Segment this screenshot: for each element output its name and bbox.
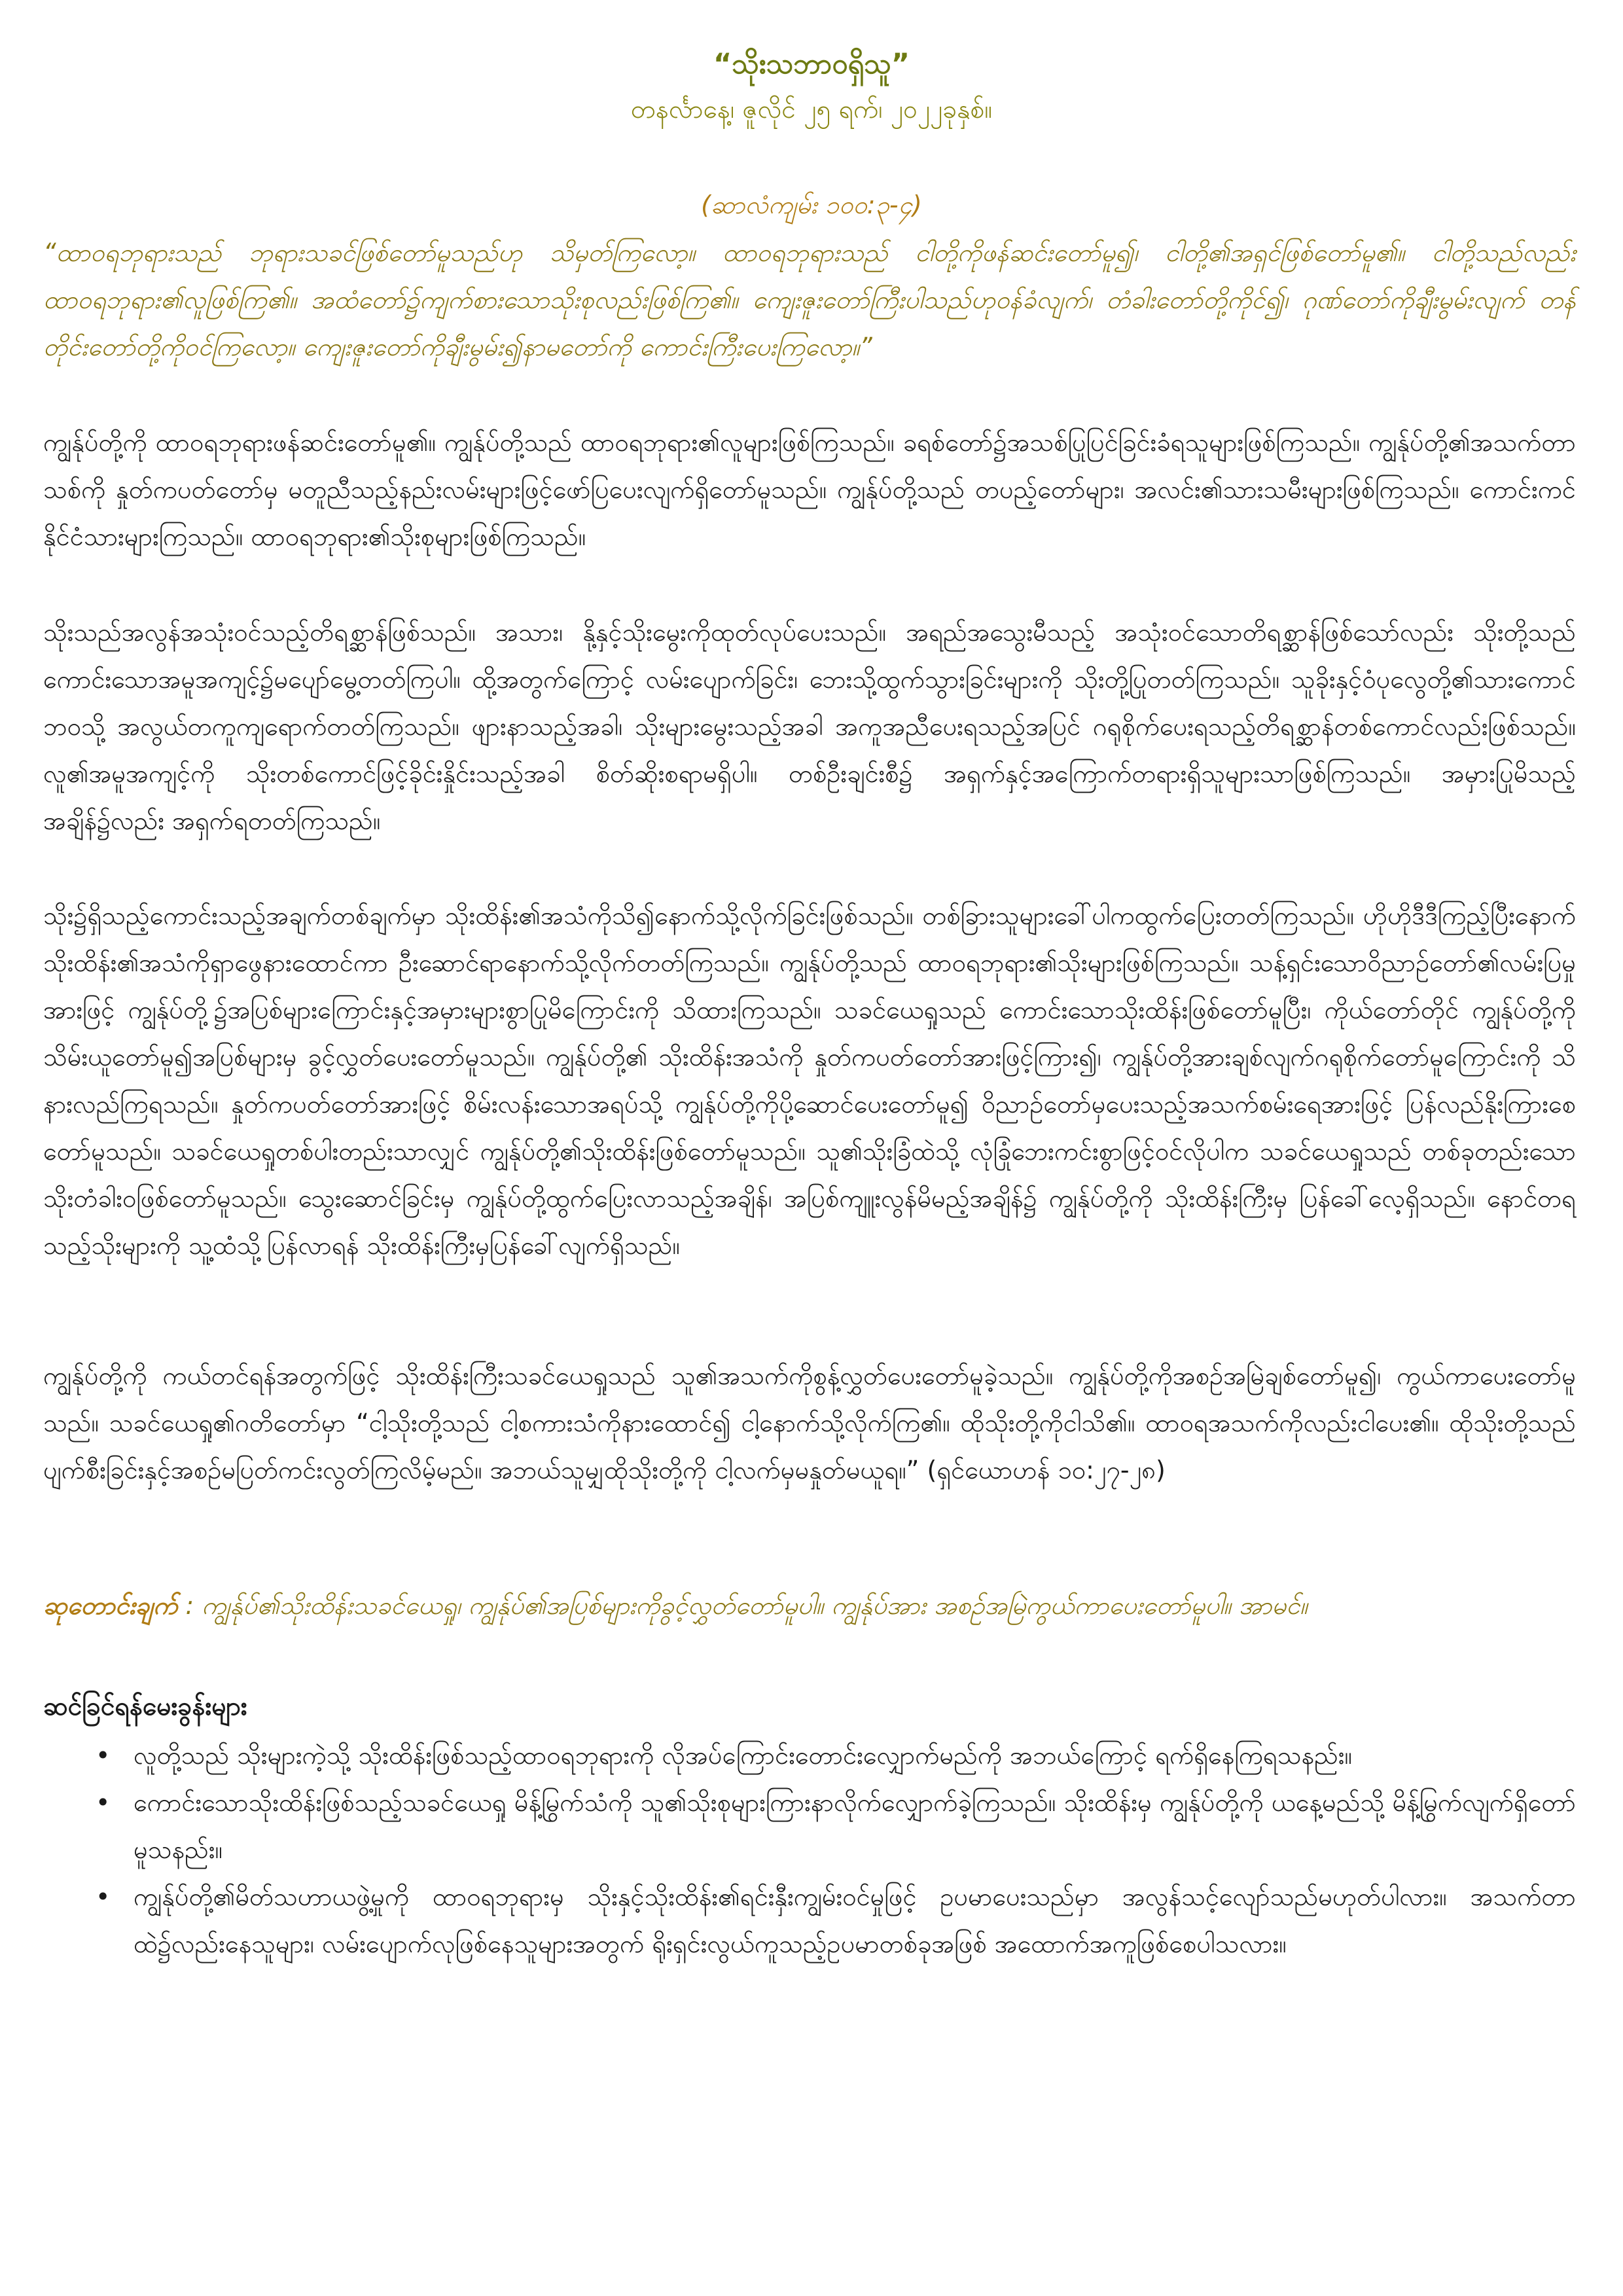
question-item — [43, 1873, 1576, 1967]
question-text: လူတို့သည် သိုးများကဲ့သို့ သိုးထိန်းဖြစ်သည့်ထာဝရဘုရားကို လိုအပ်ကြောင်းတောင်းလျှောက်မည်ကို အဘယ်ကြောင့် ရက်ရှိနေကြရသနည်း။ — [134, 1741, 1353, 1770]
question-text: ကျွန်ုပ်တို့၏မိတ်သဟာယဖွဲ့မှုကို ထာဝရဘုရားမှ သိုးနှင့်သိုးထိန်း၏ရင်းနှီးကျွမ်းဝင်မှုဖြင့် ဥပမာပေးသည်မှာ အလွန်သင့်လျော်သည်မဟုတ်ပါလား။ အသက်တာထဲ၌လည်းနေသူများ၊ လမ်းပျောက်လုဖြစ်နေသူများအတွက် ရိုးရှင်းလွယ်ကူသည့်ဥပမာတစ်ခုအဖြစ် အထောက်အကူဖြစ်စေပါသလား။ — [134, 1882, 1576, 1958]
question-item — [43, 1732, 1576, 1779]
question-item — [43, 1779, 1576, 1873]
page-date: တနင်္လာနေ့၊ ဇူလိုင် ၂၅ ရက်၊ ၂၀၂၂ခုနှစ်။ — [630, 95, 993, 124]
prayer — [43, 1582, 1576, 1629]
question-text: ကောင်းသောသိုးထိန်းဖြစ်သည့်သခင်ယေရှု မိန့်မြွက်သံကို သူ၏သိုးစုများကြားနာလိုက်လျှောက်ခဲ့ကြသည်။ သိုးထိန်းမှ ကျွန်ုပ်တို့ကို ယနေ့မည်သို့ မိန့်မြွက်လျက်ရှိတော်မူသနည်း။ — [134, 1788, 1576, 1864]
prayer-label: ဆုတောင်းချက် — [43, 1591, 178, 1620]
verse-reference: (ဆာလံကျမ်း ၁၀၀:၃-၄) — [701, 190, 922, 219]
bullet-icon: • — [96, 1741, 111, 1770]
bullet-icon: • — [96, 1882, 111, 1911]
body-paragraph-4: ကျွန်ုပ်တို့ကို ကယ်တင်ရန်အတွက်ဖြင့် သိုးထိန်းကြီးသခင်ယေရှုသည် သူ၏အသက်ကိုစွန့်လွှတ်ပေးတော်မူခဲ့သည်။ ကျွန်ုပ်တို့ကိုအစဉ်အမြဲချစ်တော်မူ၍၊ ကွယ်ကာပေးတော်မူသည်။ သခင်ယေရှု၏ဂတိတော်မှာ “ငါ့သိုးတို့သည် ငါ့စကားသံကိုနားထောင်၍ ငါ့နောက်သို့လိုက်ကြ၏။ ထိုသိုးတို့ကိုငါသိ၏။ ထာဝရအသက်ကိုလည်းငါပေး၏။ ထိုသိုးတို့သည် ပျက်စီးခြင်းနှင့်အစဉ်မပြတ်ကင်းလွတ်ကြလိမ့်မည်။ အဘယ်သူမျှထိုသိုးတို့ကို ငါ့လက်မှမနှုတ်မယူရ။” (ရှင်ယောဟန် ၁၀:၂၇-၂၈) — [43, 1361, 1576, 1484]
bullet-icon: • — [96, 1788, 111, 1817]
body-paragraph-3: သိုး၌ရှိသည့်ကောင်းသည့်အချက်တစ်ချက်မှာ သိုးထိန်း၏အသံကိုသိ၍နောက်သို့လိုက်ခြင်းဖြစ်သည်။ တစ်ခြားသူများခေါ်ပါကထွက်ပြေးတတ်ကြသည်။ ဟိုဟိုဒီဒီကြည့်ပြီးနောက် သိုးထိန်း၏အသံကိုရှာဖွေနားထောင်ကာ ဦးဆောင်ရာနောက်သို့လိုက်တတ်ကြသည်။ ကျွန်ုပ်တို့သည် ထာဝရဘုရား၏သိုးများဖြစ်ကြသည်။ သန့်ရှင်းသောဝိညာဉ်တော်၏လမ်းပြမှုအားဖြင့် ကျွန်ုပ်တို့၌အပြစ်များကြောင်းနှင့်အမှားများစွာပြုမိကြောင်းကို သိထားကြသည်။ သခင်ယေရှုသည် ကောင်းသောသိုးထိန်းဖြစ်တော်မူပြီး၊ ကိုယ်တော်တိုင် ကျွန်ုပ်တို့ကို သိမ်းယူတော်မူ၍အပြစ်များမှ ခွင့်လွှတ်ပေးတော်မူသည်။ ကျွန်ုပ်တို့၏ သိုးထိန်းအသံကို နှုတ်ကပတ်တော်အားဖြင့်ကြား၍၊ ကျွန်ုပ်တို့အားချစ်လျက်ဂရုစိုက်တော်မူကြောင်းကို သိနားလည်ကြရသည်။ နှုတ်ကပတ်တော်အားဖြင့် စိမ်းလန်းသောအရပ်သို့ ကျွန်ုပ်တို့ကိုပို့ဆောင်ပေးတော်မူ၍ ဝိညာဉ်တော်မှပေးသည့်အသက်စမ်းရေအားဖြင့် ပြန်လည်နိုးကြားစေတော်မူသည်။ သခင်ယေရှုတစ်ပါးတည်းသာလျှင် ကျွန်ုပ်တို့၏သိုးထိန်းဖြစ်တော်မူသည်။ သူ၏သိုးခြံထဲသို့ လုံခြုံဘေးကင်းစွာဖြင့်ဝင်လိုပါက သခင်ယေရှုသည် တစ်ခုတည်းသောသိုးတံခါးဝဖြစ်တော်မူသည်။ သွေးဆောင်ခြင်းမှ ကျွန်ုပ်တို့ထွက်ပြေးလာသည့်အချိန်၊ အပြစ်ကျူးလွန်မိမည့်အချိန်၌ ကျွန်ုပ်တို့ကို သိုးထိန်းကြီးမှ ပြန်ခေါ်လေ့ရှိသည်။ နောင်တရသည့်သိုးများကို သူ့ထံသို့ပြန်လာရန် သိုးထိန်းကြီးမှပြန်ခေါ်လျက်ရှိသည်။ — [43, 901, 1576, 1260]
prayer-text: : ကျွန်ုပ်၏သိုးထိန်းသခင်ယေရှု၊ ကျွန်ုပ်၏အပြစ်များကိုခွင့်လွှတ်တော်မူပါ။ ကျွန်ုပ်အား အစဉ်အမြဲကွယ်ကာပေးတော်မူပါ။ အာမင်။ — [177, 1591, 1308, 1620]
body-paragraph-2: သိုးသည်အလွန်အသုံးဝင်သည့်တိရစ္ဆာန်ဖြစ်သည်။ အသား၊ နို့နှင့်သိုးမွေးကိုထုတ်လုပ်ပေးသည်။ အရည်အသွေးမီသည့် အသုံးဝင်သောတိရစ္ဆာန်ဖြစ်သော်လည်း သိုးတို့သည် ကောင်းသောအမူအကျင့်၌မပျော်မွေ့တတ်ကြပါ။ ထို့အတွက်ကြောင့် လမ်းပျောက်ခြင်း၊ ဘေးသို့ထွက်သွားခြင်းများကို သိုးတို့ပြုတတ်ကြသည်။ သူခိုးနှင့်ဝံပုလွေတို့၏သားကောင်ဘဝသို့ အလွယ်တကူကျရောက်တတ်ကြသည်။ ဖျားနာသည့်အခါ၊ သိုးများမွေးသည့်အခါ အကူအညီပေးရသည့်အပြင် ဂရုစိုက်ပေးရသည့်တိရစ္ဆာန်တစ်ကောင်လည်းဖြစ်သည်။ လူ၏အမူအကျင့်ကို သိုးတစ်ကောင်ဖြင့်ခိုင်းနှိုင်းသည့်အခါ စိတ်ဆိုးစရာမရှိပါ။ တစ်ဦးချင်းစီ၌ အရှက်နှင့်အကြောက်တရားရှိသူများသာဖြစ်ကြသည်။ အမှားပြုမိသည့်အချိန်၌လည်း အရှက်ရတတ်ကြသည်။ — [43, 618, 1576, 835]
questions-list — [43, 1732, 1576, 1967]
page-title: “သိုးသဘာဝရှိသူ” — [713, 48, 910, 81]
verse-text: “ထာဝရဘုရားသည် ဘုရားသခင်ဖြစ်တော်မူသည်ဟု သိမှတ်ကြလော့။ ထာဝရဘုရားသည် ငါတို့ကိုဖန်ဆင်းတော်မူ၍၊ ငါတို့၏အရှင်ဖြစ်တော်မူ၏။ ငါတို့သည်လည်း ထာဝရဘုရား၏လူဖြစ်ကြ၏။ အထံတော်၌ကျက်စားသောသိုးစုလည်းဖြစ်ကြ၏။ ကျေးဇူးတော်ကြီးပါသည်ဟုဝန်ခံလျက်၊ တံခါးတော်တို့ကိုင်၍၊ ဂုဏ်တော်ကိုချီးမွမ်းလျက် တန်တိုင်းတော်တို့ကိုဝင်ကြလော့။ ကျေးဇူးတော်ကိုချီးမွမ်း၍နာမတော်ကို ကောင်းကြီးပေးကြလော့။” — [43, 238, 1576, 361]
body-paragraph-1: ကျွန်ုပ်တို့ကို ထာဝရဘုရားဖန်ဆင်းတော်မူ၏။ ကျွန်ုပ်တို့သည် ထာဝရဘုရား၏လူများဖြစ်ကြသည်။ ခရစ်တော်၌အသစ်ပြုပြင်ခြင်းခံရသူများဖြစ်ကြသည်။ ကျွန်ုပ်တို့၏အသက်တာသစ်ကို နှုတ်ကပတ်တော်မှ မတူညီသည့်နည်းလမ်းများဖြင့်ဖော်ပြပေးလျက်ရှိတော်မူသည်။ ကျွန်ုပ်တို့သည် တပည့်တော်များ၊ အလင်း၏သားသမီးများဖြစ်ကြသည်။ ကောင်းကင်နိုင်ငံသားများကြသည်။ ထာဝရဘုရား၏သိုးစုများဖြစ်ကြသည်။ — [43, 428, 1576, 551]
questions-heading: ဆင်ခြင်ရန်မေးခွန်းများ — [43, 1692, 247, 1721]
